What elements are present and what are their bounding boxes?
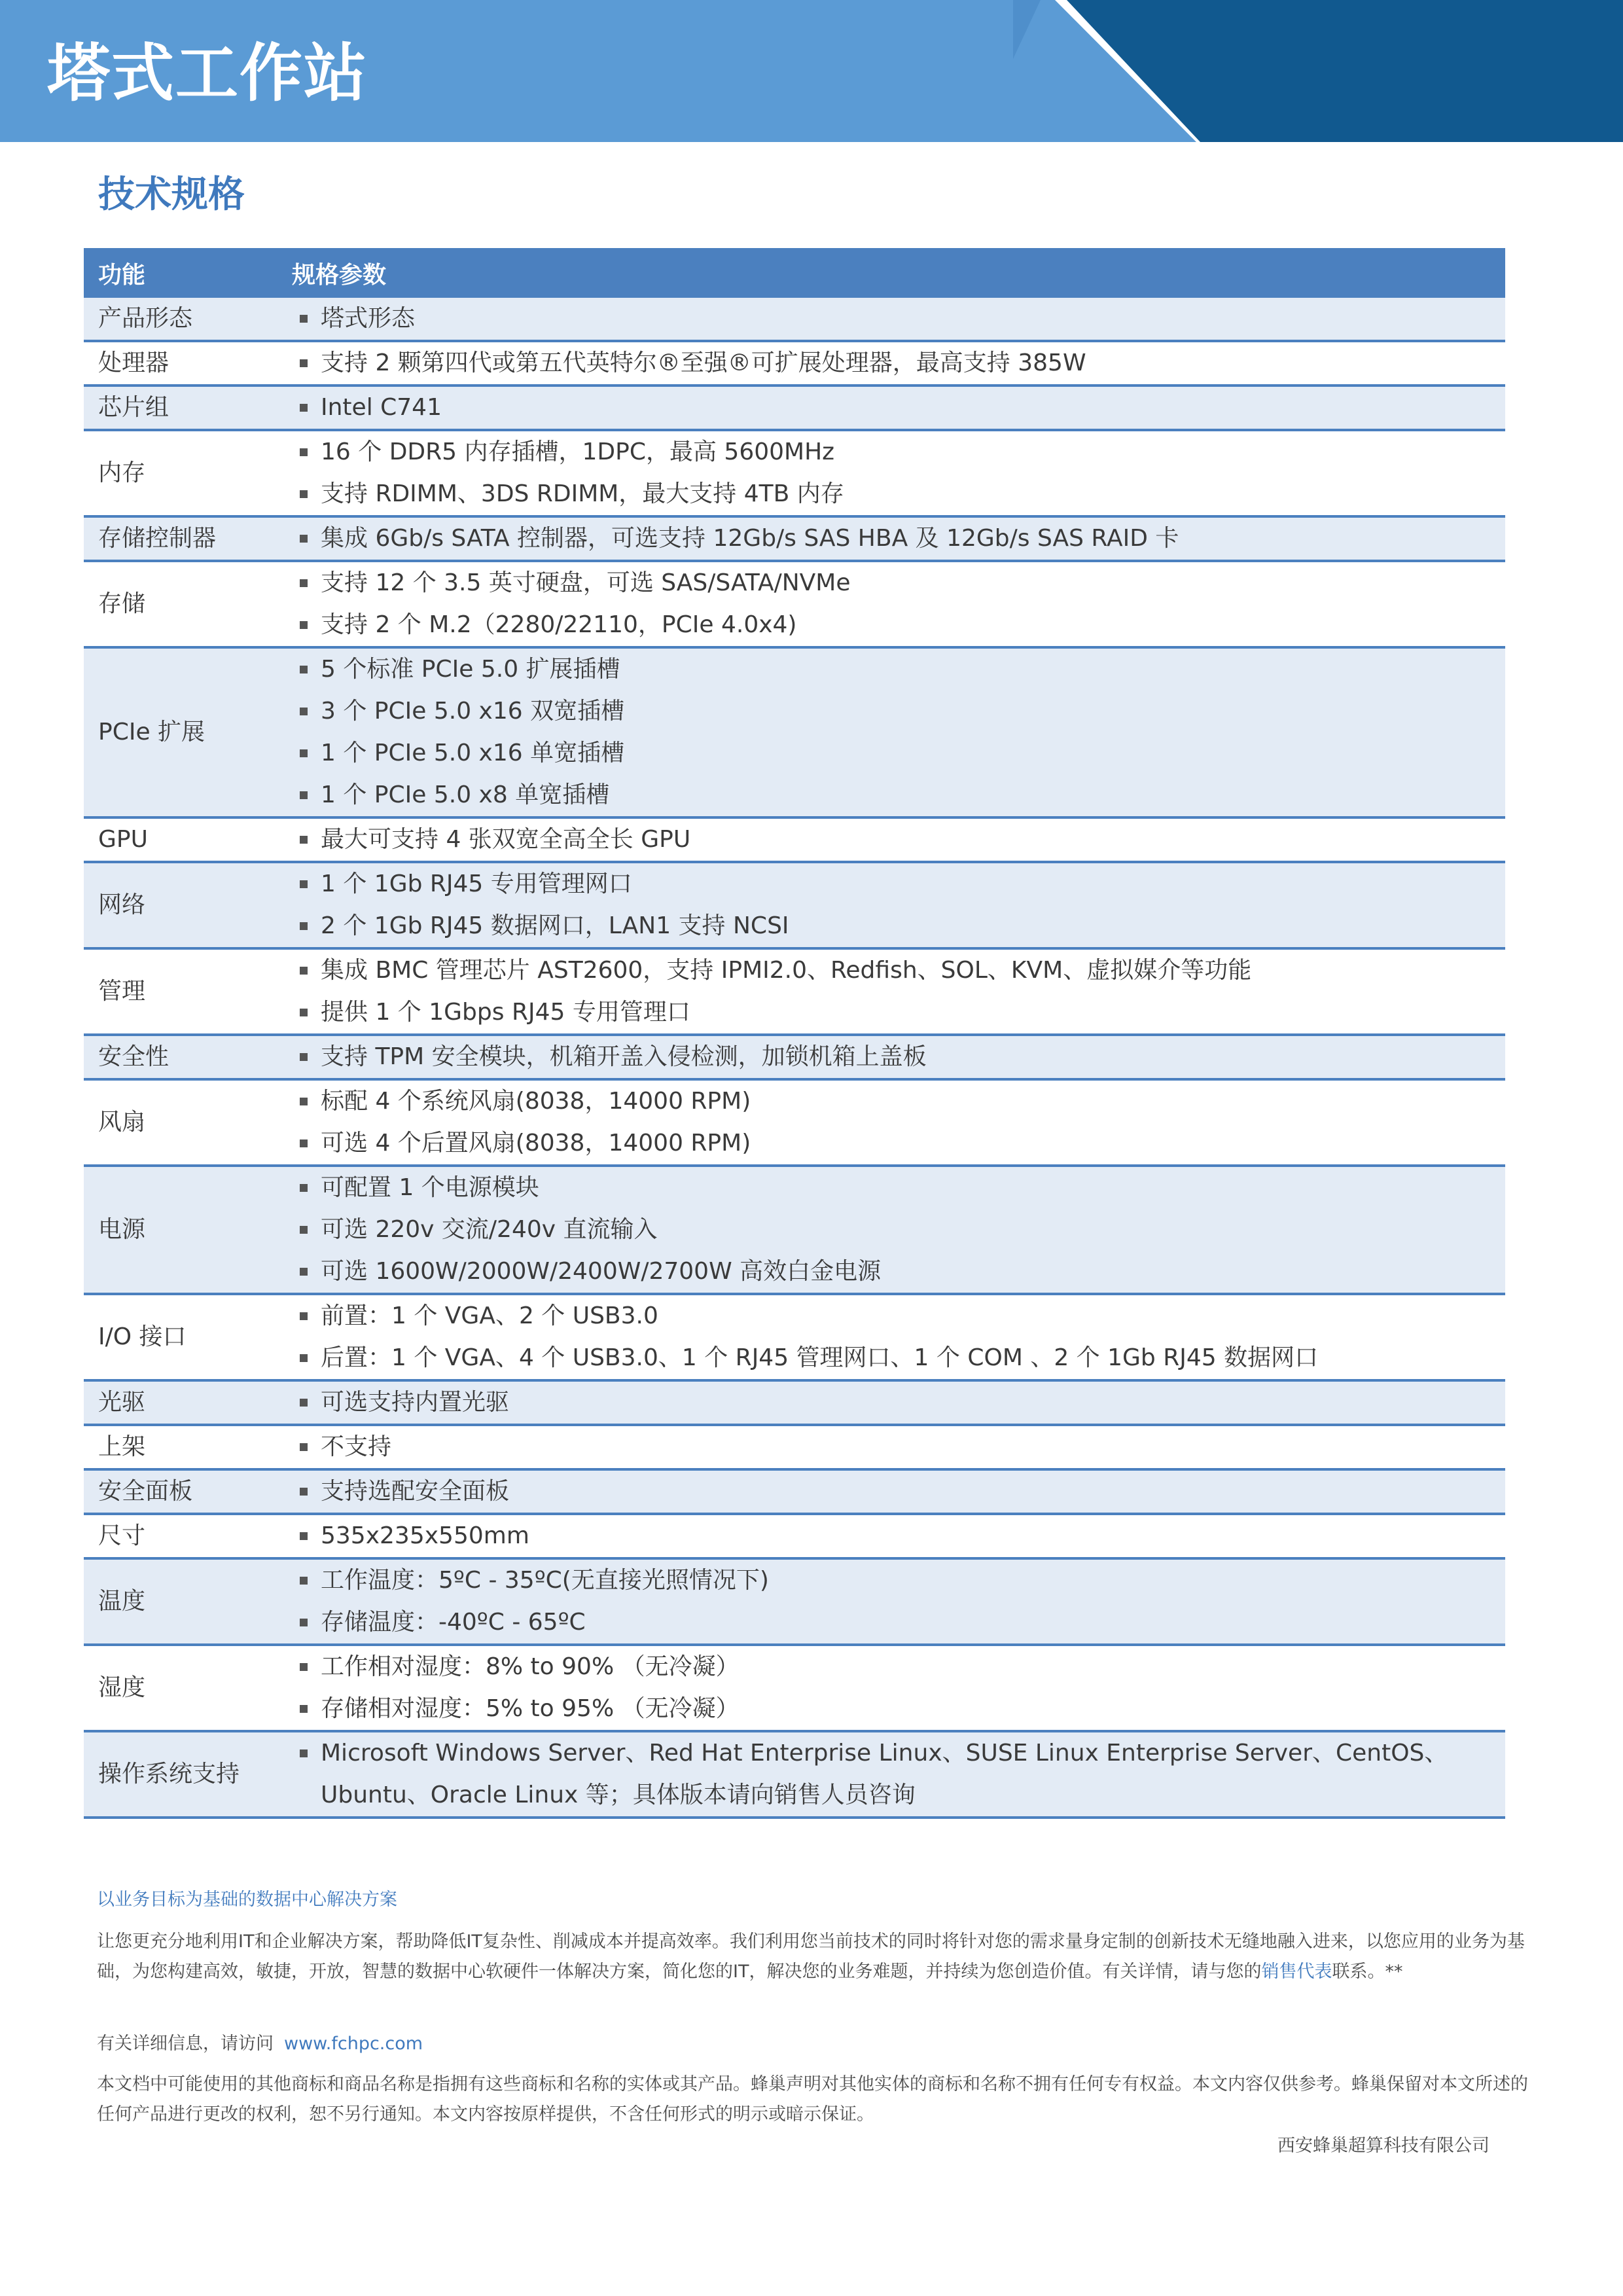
table-row <box>84 1380 1505 1425</box>
table-row <box>84 561 1505 647</box>
spec-item <box>297 691 1505 732</box>
bullet-square-icon <box>300 1354 308 1362</box>
table-row <box>84 1425 1505 1469</box>
spec-item <box>297 604 1505 646</box>
spec-item-text: 支持 2 颗第四代或第五代英特尔®至强®可扩展处理器，最高支持 385W <box>321 350 1086 376</box>
header-spec: 规格参数 <box>292 248 1505 298</box>
footer-paragraph-end: 联系。** <box>1332 1962 1403 1982</box>
spec-table <box>84 248 1505 1819</box>
bullet-square-icon <box>300 579 308 587</box>
footer-paragraph <box>97 1927 1537 1987</box>
table-row <box>84 1166 1505 1294</box>
spec-item <box>297 649 1505 691</box>
spec-cell <box>292 1079 1505 1166</box>
spec-item <box>297 950 1505 992</box>
bullet-square-icon <box>300 1663 308 1671</box>
company-name: 西安蜂巢超算科技有限公司 <box>1277 2136 1489 2156</box>
spec-item <box>297 1426 1505 1468</box>
spec-item <box>297 431 1505 473</box>
spec-item-text: 5 个标准 PCIe 5.0 扩展插槽 <box>321 656 620 683</box>
spec-item-text: Microsoft Windows Server、Red Hat Enterprise Linux、SUSE Linux Enterprise Server、CentOS、Ubuntu、Oracle Linux 等；具体版本请向销售人员咨询 <box>321 1740 1448 1808</box>
feature-cell: 存储控制器 <box>84 516 292 561</box>
spec-item <box>297 1560 1505 1602</box>
spec-item-text: 支持 RDIMM、3DS RDIMM，最大支持 4TB 内存 <box>321 480 844 507</box>
spec-item-text: 支持选配安全面板 <box>321 1478 510 1505</box>
spec-item-text: 可选支持内置光驱 <box>321 1389 510 1416</box>
spec-item <box>297 905 1505 947</box>
spec-item <box>297 1602 1505 1643</box>
spec-item <box>297 1251 1505 1293</box>
bullet-square-icon <box>300 1619 308 1626</box>
spec-cell <box>292 1514 1505 1558</box>
spec-item <box>297 387 1505 429</box>
feature-cell: 安全面板 <box>84 1469 292 1514</box>
spec-item-text: 535x235x550mm <box>321 1522 529 1549</box>
spec-item-text: 集成 6Gb/s SATA 控制器，可选支持 12Gb/s SAS HBA 及 12Gb/s SAS RAID 卡 <box>321 525 1179 552</box>
spec-item <box>297 1122 1505 1164</box>
feature-cell: 管理 <box>84 948 292 1035</box>
bullet-square-icon <box>300 708 308 715</box>
spec-item <box>297 1471 1505 1513</box>
feature-cell: PCIe 扩展 <box>84 647 292 817</box>
feature-cell: 尺寸 <box>84 1514 292 1558</box>
spec-item <box>297 1295 1505 1337</box>
table-row <box>84 1469 1505 1514</box>
table-row <box>84 1079 1505 1166</box>
bullet-square-icon <box>300 315 308 323</box>
spec-item-text: 不支持 <box>321 1433 392 1460</box>
bullet-square-icon <box>300 666 308 673</box>
table-row <box>84 1731 1505 1818</box>
spec-item-text: 1 个 1Gb RJ45 专用管理网口 <box>321 870 632 897</box>
table-row <box>84 1514 1505 1558</box>
spec-item <box>297 1209 1505 1251</box>
table-row <box>84 862 1505 948</box>
bullet-square-icon <box>300 621 308 629</box>
spec-item-text: 工作相对湿度：8% to 90% （无冷凝） <box>321 1653 740 1680</box>
bullet-square-icon <box>300 1268 308 1276</box>
bullet-square-icon <box>300 1488 308 1496</box>
table-row <box>84 1645 1505 1731</box>
spec-cell <box>292 298 1505 341</box>
spec-item-text: 后置：1 个 VGA、4 个 USB3.0、1 个 RJ45 管理网口、1 个 COM 、2 个 1Gb RJ45 数据网口 <box>321 1344 1319 1371</box>
table-row <box>84 516 1505 561</box>
footer-legal: 本文档中可能使用的其他商标和商品名称是指拥有这些商标和名称的实体或其产品。蜂巢声明对其他实体的商标和名称不拥有任何专有权益。本文内容仅供参考。蜂巢保留对本文所述的任何产品进行更改的权利，恕不另行通知。本文内容按原样提供，不含任何形式的明示或暗示保证。 <box>97 2074 1528 2125</box>
spec-cell <box>292 1035 1505 1079</box>
table-row <box>84 948 1505 1035</box>
spec-item <box>297 1167 1505 1209</box>
spec-item <box>297 774 1505 816</box>
spec-item-text: 工作温度：5ºC - 35ºC(无直接光照情况下) <box>321 1567 769 1594</box>
feature-cell: 风扇 <box>84 1079 292 1166</box>
table-row <box>84 386 1505 430</box>
feature-cell: I/O 接口 <box>84 1294 292 1380</box>
spec-cell <box>292 948 1505 1035</box>
table-row <box>84 430 1505 516</box>
spec-item <box>297 473 1505 515</box>
spec-item <box>297 518 1505 560</box>
spec-cell <box>292 1166 1505 1294</box>
feature-cell: 芯片组 <box>84 386 292 430</box>
table-row <box>84 1035 1505 1079</box>
spec-item <box>297 298 1505 340</box>
spec-cell <box>292 817 1505 862</box>
bullet-square-icon <box>300 1399 308 1407</box>
spec-item <box>297 863 1505 905</box>
table-row <box>84 1558 1505 1645</box>
spec-item-text: 16 个 DDR5 内存插槽，1DPC，最高 5600MHz <box>321 439 835 465</box>
bullet-square-icon <box>300 535 308 543</box>
sales-rep-link[interactable]: 销售代表 <box>1261 1962 1332 1982</box>
spec-item-text: 1 个 PCIe 5.0 x8 单宽插槽 <box>321 781 610 808</box>
bullet-square-icon <box>300 880 308 888</box>
spec-cell <box>292 561 1505 647</box>
spec-item <box>297 562 1505 604</box>
table-row <box>84 817 1505 862</box>
spec-item-text: 可选 1600W/2000W/2400W/2700W 高效白金电源 <box>321 1258 882 1285</box>
spec-item-text: 1 个 PCIe 5.0 x16 单宽插槽 <box>321 740 625 766</box>
feature-cell: 光驱 <box>84 1380 292 1425</box>
spec-item <box>297 1081 1505 1122</box>
footer-tagline[interactable]: 以业务目标为基础的数据中心解决方案 <box>97 1890 397 1910</box>
spec-item-text: 可选 4 个后置风扇(8038，14000 RPM) <box>321 1130 751 1157</box>
spec-cell <box>292 430 1505 516</box>
spec-item-text: 最大可支持 4 张双宽全高全长 GPU <box>321 826 691 853</box>
feature-cell: 存储 <box>84 561 292 647</box>
table-row <box>84 341 1505 386</box>
bullet-square-icon <box>300 359 308 367</box>
page-title: 塔式工作站 <box>47 37 368 110</box>
spec-item-text: 前置：1 个 VGA、2 个 USB3.0 <box>321 1302 658 1329</box>
bullet-square-icon <box>300 1009 308 1016</box>
spec-cell <box>292 1469 1505 1514</box>
bullet-square-icon <box>300 1443 308 1451</box>
spec-item-text: 塔式形态 <box>321 305 416 332</box>
bullet-square-icon <box>300 791 308 799</box>
spec-item <box>297 1382 1505 1424</box>
spec-item <box>297 1036 1505 1078</box>
table-row <box>84 298 1505 341</box>
spec-item-text: 2 个 1Gb RJ45 数据网口，LAN1 支持 NCSI <box>321 912 789 939</box>
spec-cell <box>292 1645 1505 1731</box>
bullet-square-icon <box>300 1226 308 1234</box>
spec-item-text: 标配 4 个系统风扇(8038，14000 RPM) <box>321 1088 751 1115</box>
feature-cell: 上架 <box>84 1425 292 1469</box>
spec-item <box>297 342 1505 384</box>
spec-cell <box>292 341 1505 386</box>
spec-item-text: 集成 BMC 管理芯片 AST2600，支持 IPMI2.0、Redfish、SOL、KVM、虚拟媒介等功能 <box>321 957 1252 984</box>
spec-item-text: 3 个 PCIe 5.0 x16 双宽插槽 <box>321 698 625 725</box>
footer-paragraph-text: 让您更充分地利用IT和企业解决方案，帮助降低IT复杂性、削减成本并提高效率。我们利用您当前技术的同时将针对您的需求量身定制的创新技术无缝地融入进来，以您应用的业务为基础，为您构建高效，敏捷，开放，智慧的数据中心软硬件一体解决方案，简化您的IT，解决您的业务难题，并持续为您创造价值。有关详情，请与您的 <box>97 1931 1525 1982</box>
spec-item <box>297 819 1505 861</box>
feature-cell: 操作系统支持 <box>84 1731 292 1818</box>
bullet-square-icon <box>300 922 308 930</box>
spec-cell <box>292 516 1505 561</box>
spec-item-text: 存储温度：-40ºC - 65ºC <box>321 1609 586 1636</box>
spec-item <box>297 1646 1505 1688</box>
table-header-row <box>84 248 1505 298</box>
section-title: 技术规格 <box>98 173 245 216</box>
spec-item <box>297 1732 1505 1816</box>
bullet-square-icon <box>300 448 308 456</box>
feature-cell: 处理器 <box>84 341 292 386</box>
feature-cell: 内存 <box>84 430 292 516</box>
footer-info <box>97 2029 423 2054</box>
bullet-square-icon <box>300 1053 308 1061</box>
spec-item-text: 支持 TPM 安全模块，机箱开盖入侵检测，加锁机箱上盖板 <box>321 1043 927 1070</box>
bullet-square-icon <box>300 967 308 975</box>
bullet-square-icon <box>300 1184 308 1192</box>
bullet-square-icon <box>300 1139 308 1147</box>
bullet-square-icon <box>300 1312 308 1320</box>
spec-cell <box>292 1380 1505 1425</box>
spec-item-text: 支持 12 个 3.5 英寸硬盘，可选 SAS/SATA/NVMe <box>321 569 851 596</box>
feature-cell: 网络 <box>84 862 292 948</box>
spec-item <box>297 1515 1505 1557</box>
spec-item <box>297 992 1505 1033</box>
spec-item-text: 存储相对湿度：5% to 95% （无冷凝） <box>321 1695 740 1722</box>
bullet-square-icon <box>300 1532 308 1540</box>
spec-item <box>297 732 1505 774</box>
table-row <box>84 647 1505 817</box>
feature-cell: 湿度 <box>84 1645 292 1731</box>
feature-cell: GPU <box>84 817 292 862</box>
feature-cell: 温度 <box>84 1558 292 1645</box>
header-banner <box>0 0 1623 142</box>
bullet-square-icon <box>300 1098 308 1105</box>
bullet-square-icon <box>300 404 308 412</box>
spec-cell <box>292 1294 1505 1380</box>
spec-cell <box>292 1558 1505 1645</box>
info-label: 有关详细信息，请访问 <box>97 2034 274 2054</box>
bullet-square-icon <box>300 749 308 757</box>
feature-cell: 安全性 <box>84 1035 292 1079</box>
website-link[interactable]: www.fchpc.com <box>284 2034 423 2054</box>
bullet-square-icon <box>300 1577 308 1585</box>
spec-cell <box>292 1731 1505 1818</box>
bullet-square-icon <box>300 1749 308 1757</box>
spec-table-body <box>84 298 1505 1818</box>
spec-cell <box>292 1425 1505 1469</box>
feature-cell: 电源 <box>84 1166 292 1294</box>
spec-cell <box>292 647 1505 817</box>
table-row <box>84 1294 1505 1380</box>
bullet-square-icon <box>300 836 308 844</box>
spec-item-text: 支持 2 个 M.2（2280/22110，PCIe 4.0x4) <box>321 611 797 638</box>
bullet-square-icon <box>300 1705 308 1713</box>
bullet-square-icon <box>300 490 308 498</box>
spec-cell <box>292 862 1505 948</box>
spec-item-text: 可选 220v 交流/240v 直流输入 <box>321 1216 658 1243</box>
feature-cell: 产品形态 <box>84 298 292 341</box>
spec-item-text: Intel C741 <box>321 394 442 421</box>
spec-item <box>297 1337 1505 1379</box>
header-feature: 功能 <box>84 248 292 298</box>
spec-item-text: 提供 1 个 1Gbps RJ45 专用管理口 <box>321 999 690 1026</box>
spec-item <box>297 1688 1505 1730</box>
spec-cell <box>292 386 1505 430</box>
spec-item-text: 可配置 1 个电源模块 <box>321 1174 539 1201</box>
